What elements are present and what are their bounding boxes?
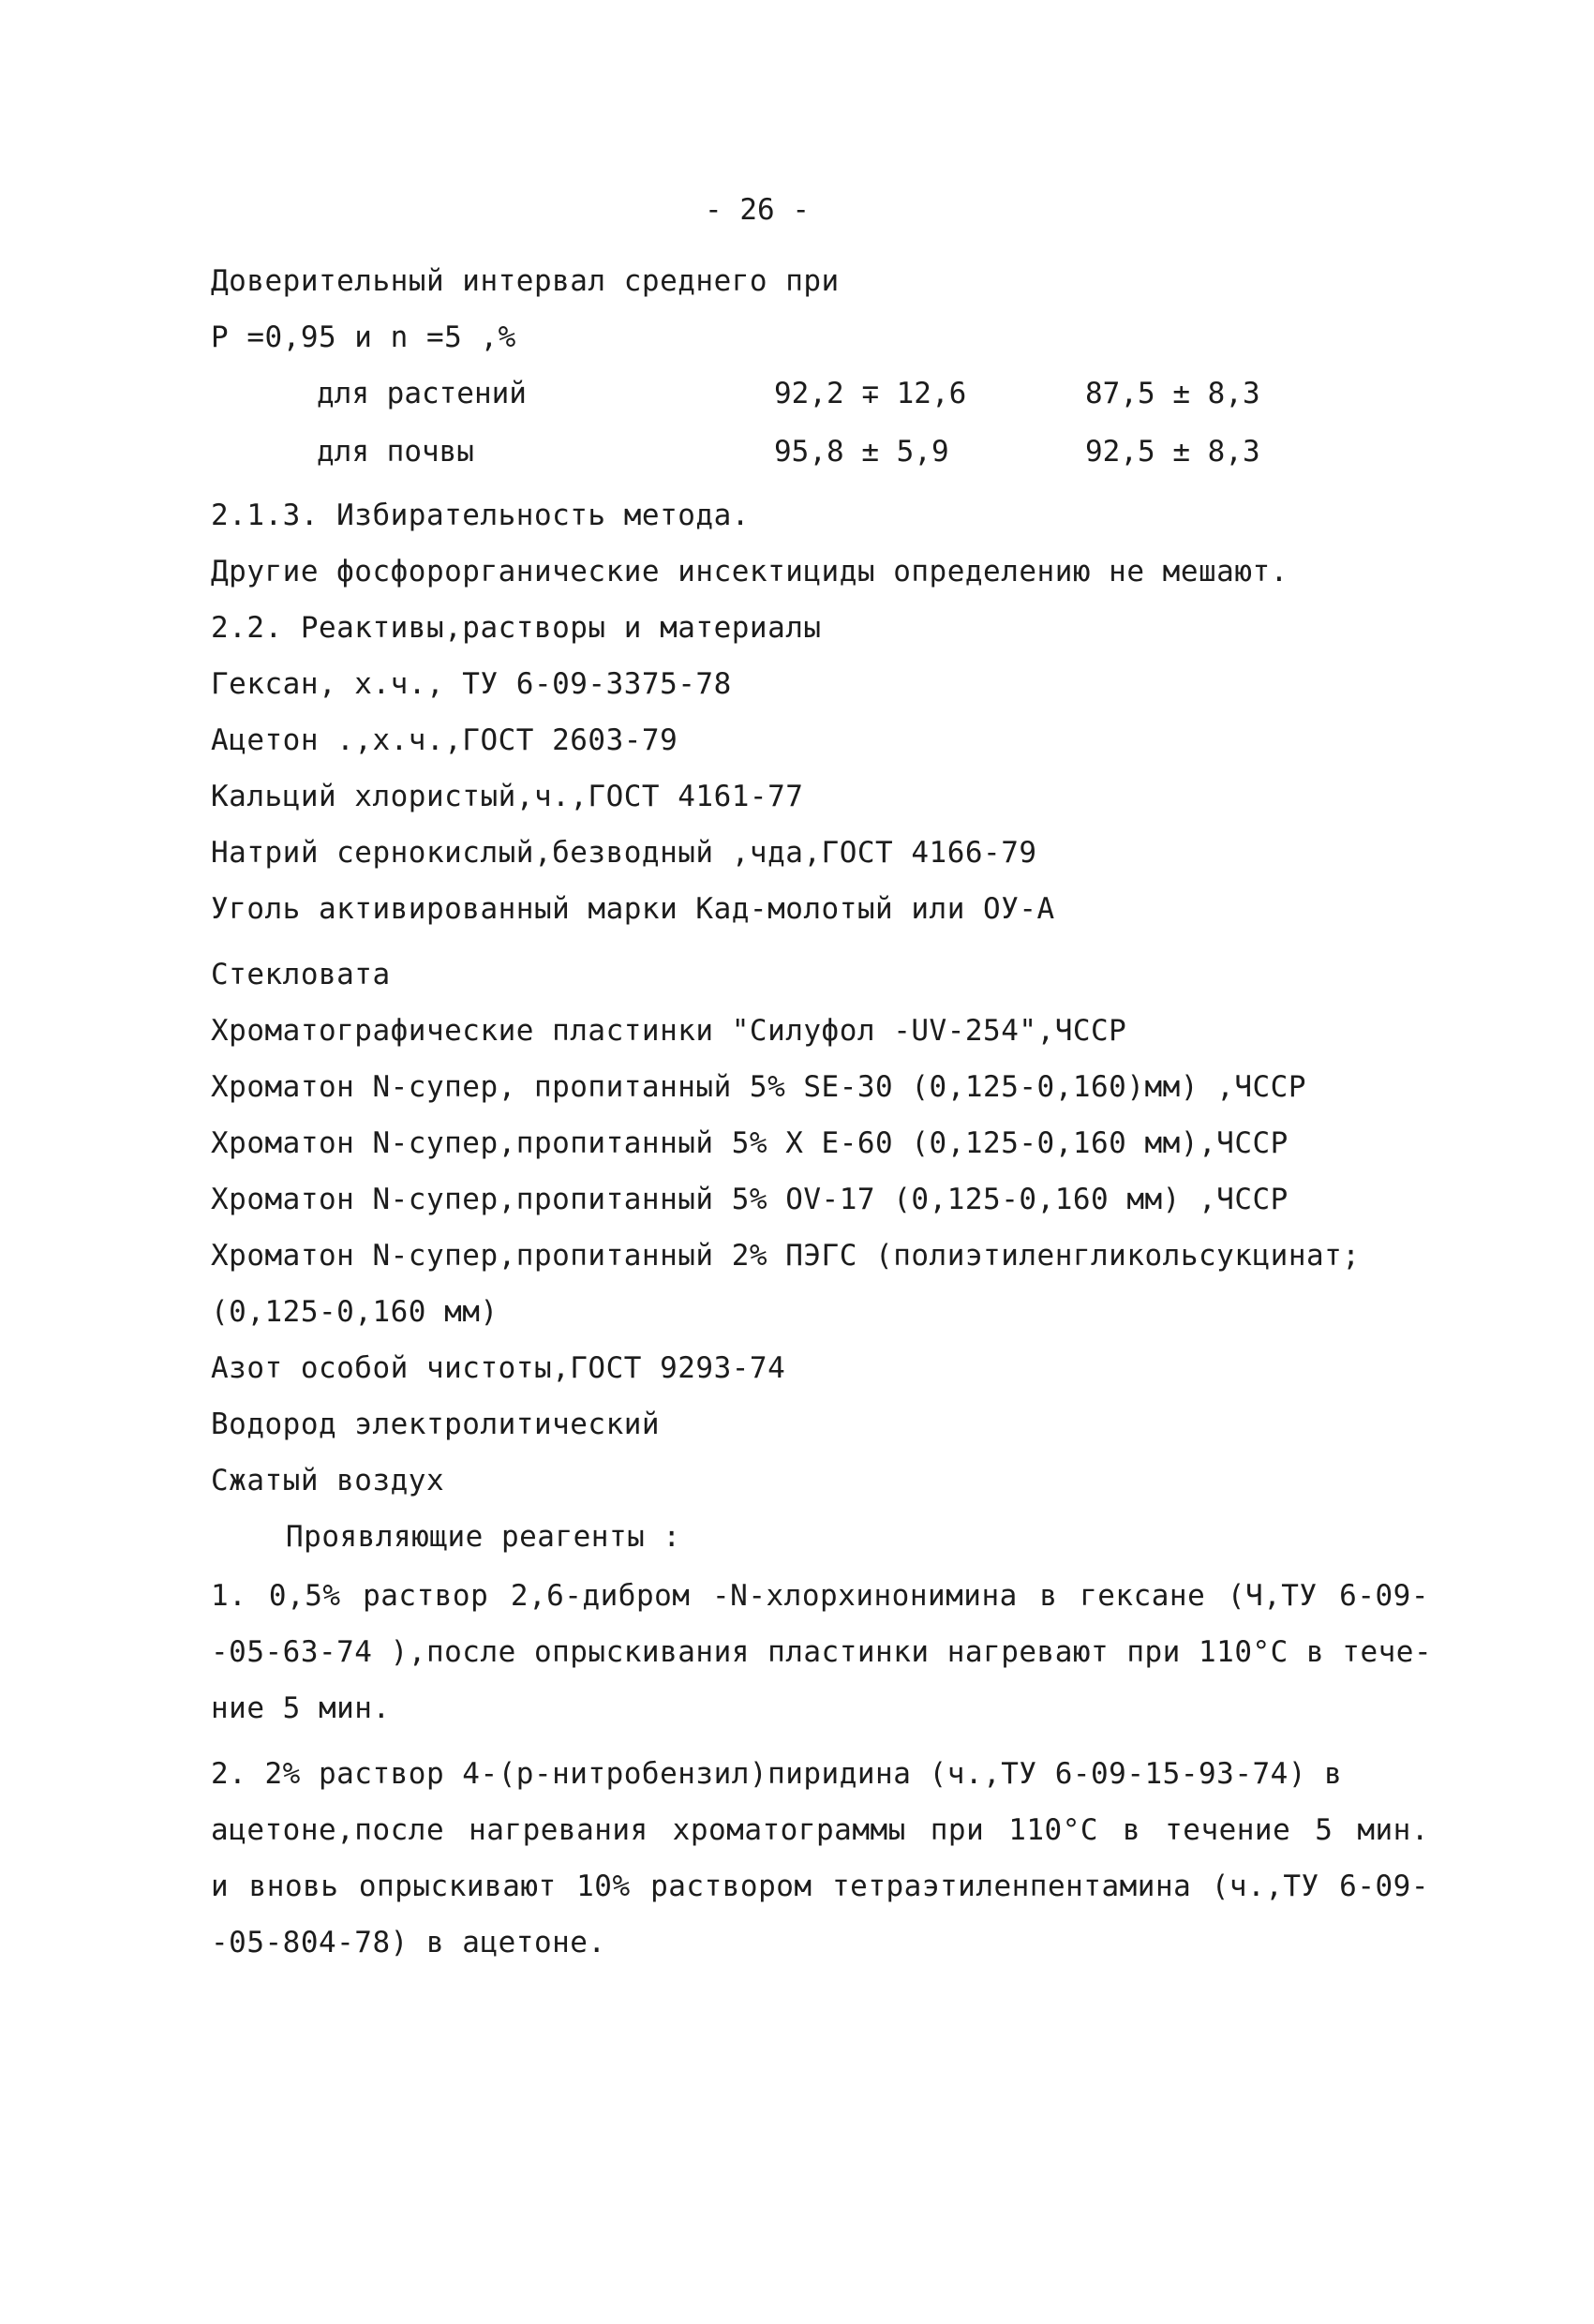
row-plants-value-1: 92,2 ∓ 12,6 [774, 377, 967, 410]
reagent-1-line-1: 1. 0,5% раствор 2,6-дибром -N-хлорхинонимина в гексане (Ч,ТУ 6-09- [211, 1579, 1429, 1613]
reagent-line: (0,125-0,160 мм) [211, 1295, 499, 1329]
row-soil-value-1: 95,8 ± 5,9 [774, 435, 949, 469]
text-line: Другие фосфорорганические инсектициды определению не мешают. [211, 555, 1289, 588]
reagent-line: Сжатый воздух [211, 1464, 445, 1497]
reagent-line: Уголь активированный марки Кад-молотый или ОУ-А [211, 892, 1055, 926]
reagent-line: Ацетон .,х.ч.,ГОСТ 2603-79 [211, 723, 678, 757]
reagent-line: Хроматон N-супер,пропитанный 5% X E-60 (0,125-0,160 мм),ЧССР [211, 1126, 1289, 1160]
row-label-soil: для почвы [317, 435, 474, 469]
developing-reagents-heading: Проявляющие реагенты : [286, 1520, 681, 1554]
section-heading-selectivity: 2.1.3. Избирательность метода. [211, 499, 750, 532]
reagent-line: Гексан, х.ч., ТУ 6-09-3375-78 [211, 667, 732, 701]
row-label-plants: для растений [317, 377, 527, 410]
section-heading-reagents: 2.2. Реактивы,растворы и материалы [211, 611, 822, 645]
reagent-line: Хроматон N-супер, пропитанный 5% SE-30 (0,125-0,160)мм) ,ЧССР [211, 1070, 1306, 1104]
reagent-2-line-4: -05-804-78) в ацетоне. [211, 1926, 606, 1959]
reagent-line: Хроматон N-супер,пропитанный 5% OV-17 (0,125-0,160 мм) ,ЧССР [211, 1183, 1289, 1216]
interval-condition: P =0,95 и n =5 ,% [211, 320, 516, 354]
reagent-1-line-3: ние 5 мин. [211, 1691, 391, 1725]
reagent-line: Натрий сернокислый,безводный ,чда,ГОСТ 4166-79 [211, 836, 1037, 870]
reagent-line: Стекловата [211, 958, 391, 991]
reagent-2-line-1: 2. 2% раствор 4-(р-нитробензил)пиридина (ч.,ТУ 6-09-15-93-74) в [211, 1757, 1343, 1791]
reagent-line: Водород электролитический [211, 1408, 661, 1441]
page-number: - 26 - [705, 193, 810, 227]
row-plants-value-2: 87,5 ± 8,3 [1085, 377, 1260, 410]
reagent-line: Азот особой чистоты,ГОСТ 9293-74 [211, 1351, 786, 1385]
reagent-1-line-2: -05-63-74 ),после опрыскивания пластинки нагревают при 110°С в тече- [211, 1635, 1433, 1669]
reagent-line: Хроматографические пластинки "Силуфол -UV-254",ЧССР [211, 1014, 1127, 1048]
row-soil-value-2: 92,5 ± 8,3 [1085, 435, 1260, 469]
reagent-2-line-2: ацетоне,после нагревания хроматограммы при 110°С в течение 5 мин. [211, 1813, 1429, 1847]
reagent-2-line-3: и вновь опрыскивают 10% раствором тетраэтиленпентамина (ч.,ТУ 6-09- [211, 1870, 1429, 1903]
reagent-line: Кальций хлористый,ч.,ГОСТ 4161-77 [211, 780, 804, 813]
reagent-line: Хроматон N-супер,пропитанный 2% ПЭГС (полиэтиленгликольсукцинат; [211, 1239, 1361, 1273]
interval-heading: Доверительный интервал среднего при [211, 264, 840, 298]
